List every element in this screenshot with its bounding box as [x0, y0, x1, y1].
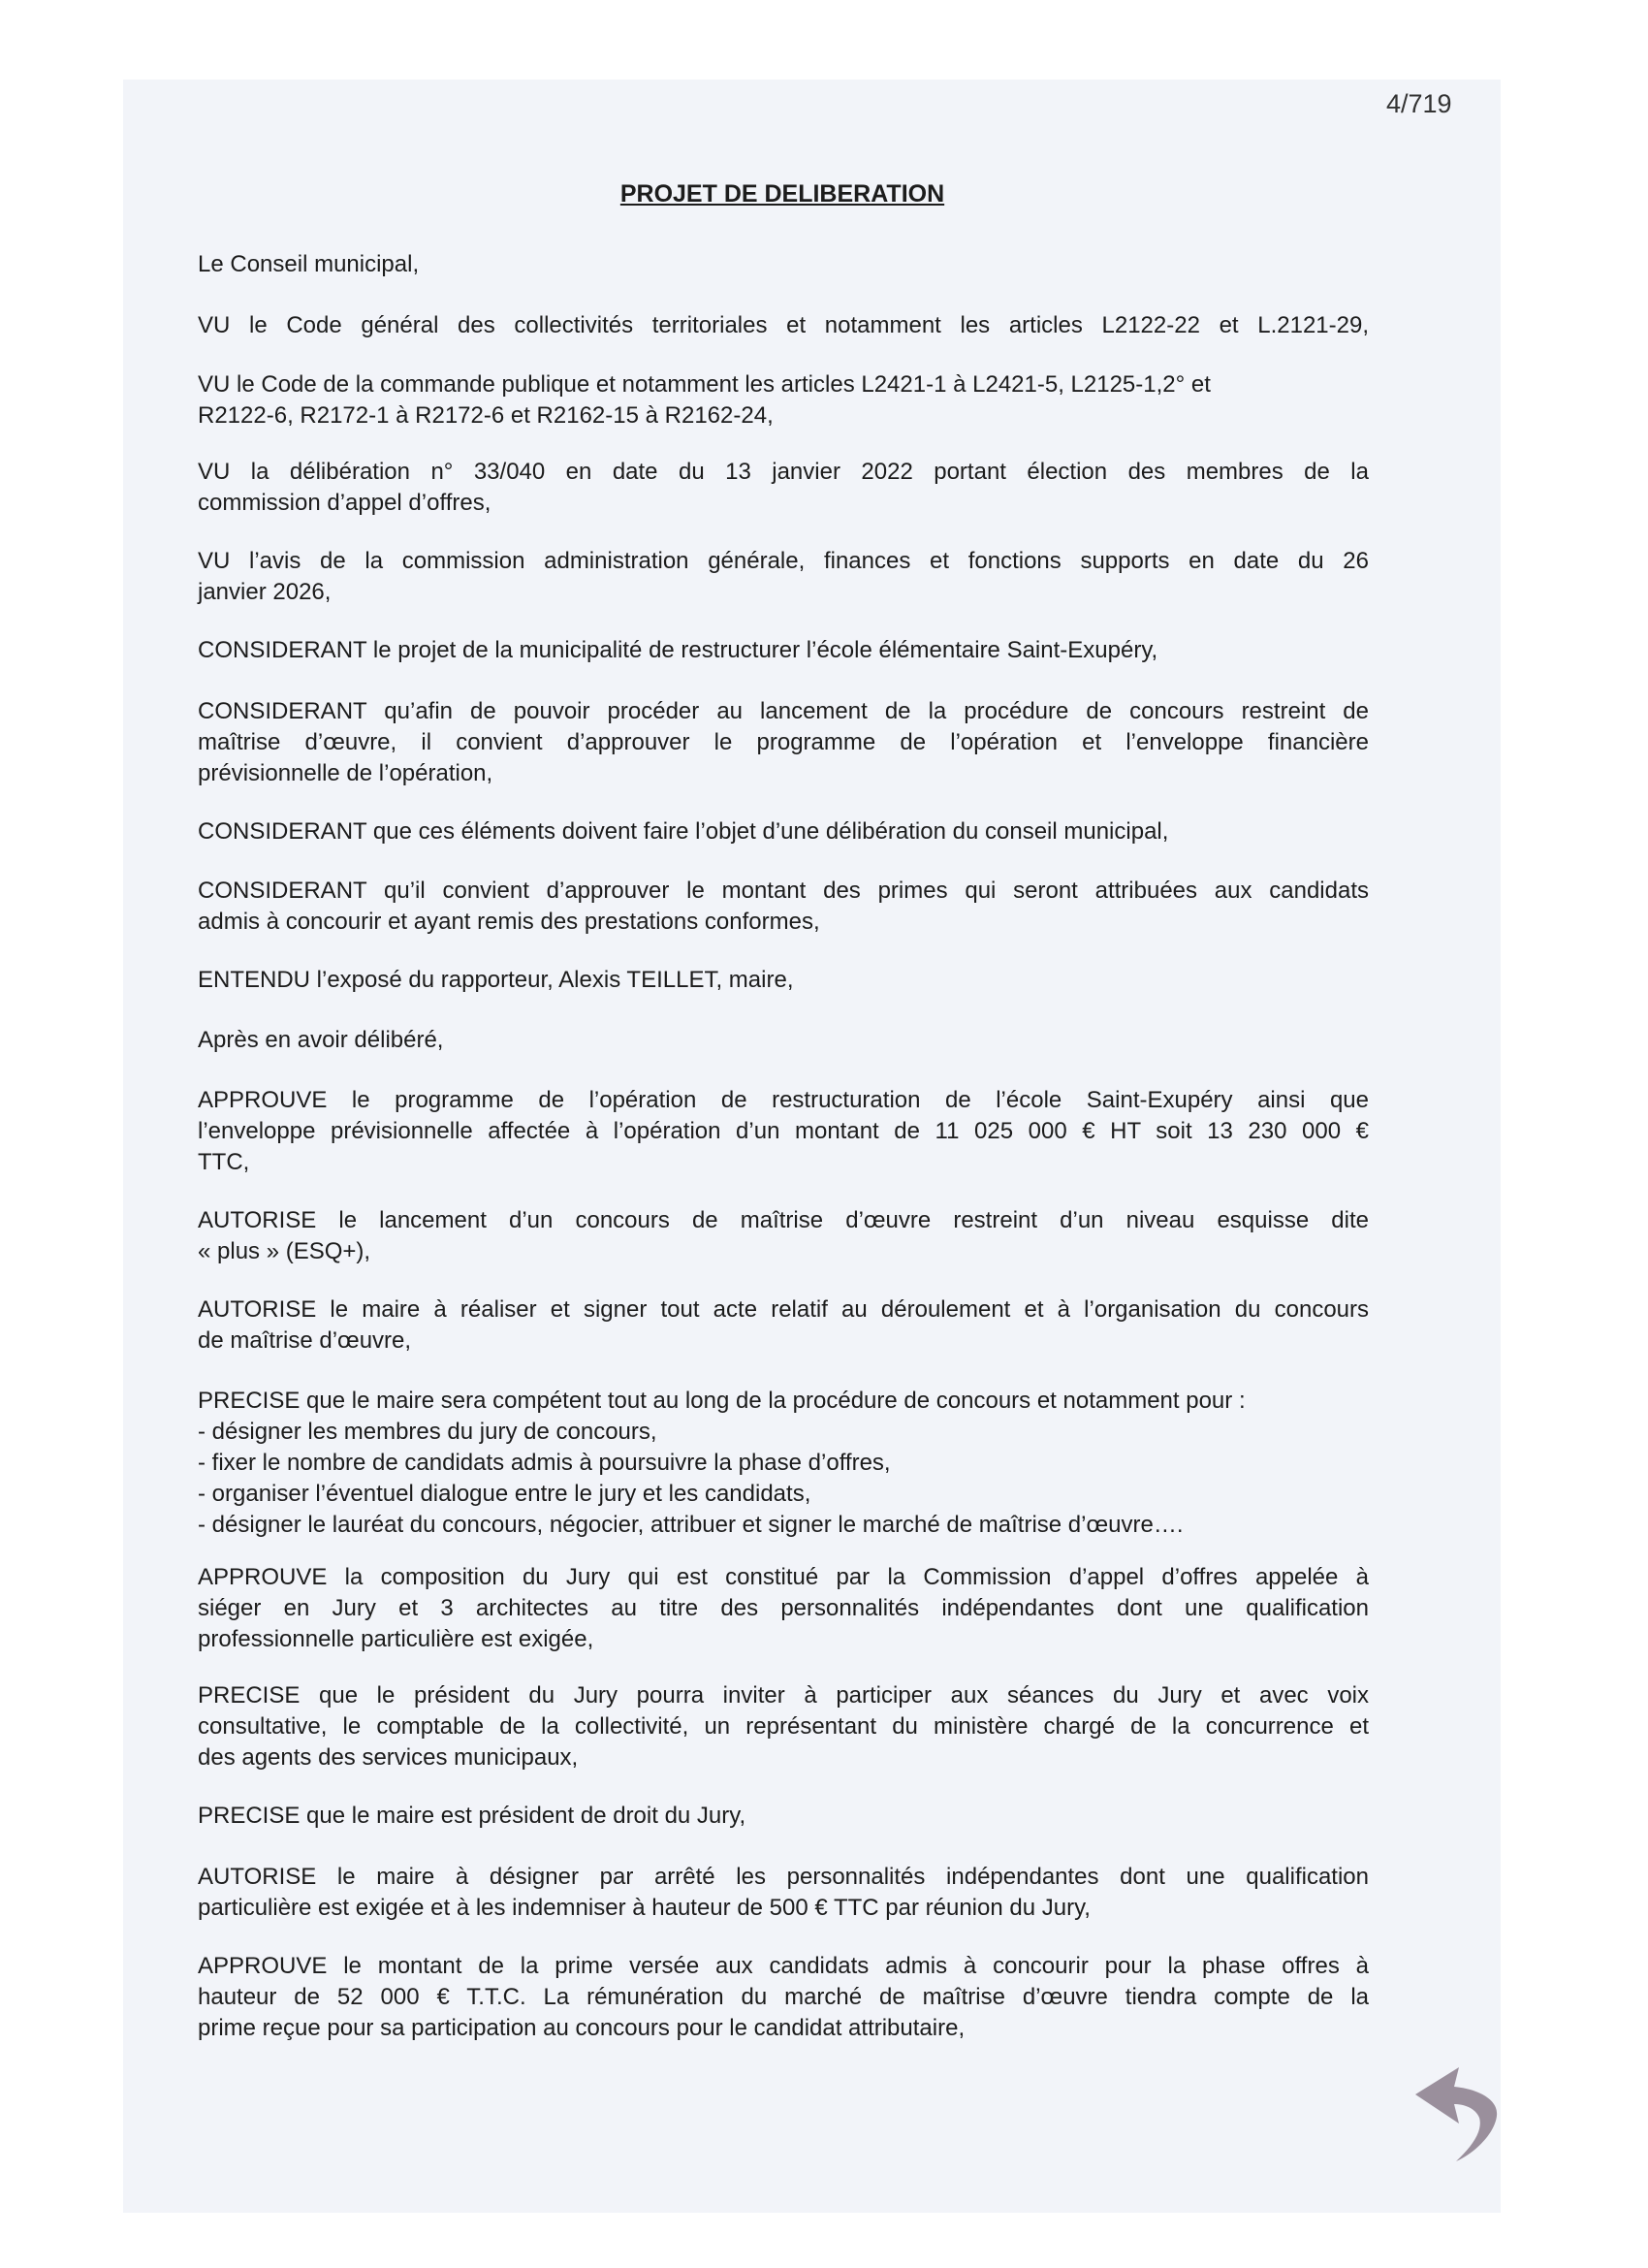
paragraph: [198, 1025, 1369, 1056]
text-line: APPROUVE le montant de la prime versée aux candidats admis à concourir pour la phase offres à: [198, 1953, 1369, 1979]
text-line: - organiser l’éventuel dialogue entre le jury et les candidats,: [198, 1481, 811, 1507]
paragraph: [198, 1562, 1369, 1655]
text-line: PRECISE que le président du Jury pourra inviter à participer aux séances du Jury et avec voix: [198, 1682, 1369, 1709]
text-line: des agents des services municipaux,: [198, 1744, 579, 1771]
paragraph: [198, 816, 1369, 847]
text-line: VU le Code général des collectivités territoriales et notamment les articles L2122-22 et L.2121-29,: [198, 312, 1369, 338]
paragraph: [198, 1205, 1369, 1267]
text-line: AUTORISE le lancement d’un concours de maîtrise d’œuvre restreint d’un niveau esquisse dite: [198, 1207, 1369, 1233]
text-line: particulière est exigée et à les indemniser à hauteur de 500 € TTC par réunion du Jury,: [198, 1895, 1091, 1921]
text-line: CONSIDERANT qu’il convient d’approuver le montant des primes qui seront attribuées aux candidats: [198, 878, 1369, 904]
text-line: Après en avoir délibéré,: [198, 1027, 444, 1053]
paragraph: [198, 457, 1369, 519]
text-line: R2122-6, R2172-1 à R2172-6 et R2162-15 à R2162-24,: [198, 402, 774, 429]
paragraph: [198, 965, 1369, 996]
text-line: AUTORISE le maire à désigner par arrêté les personnalités indépendantes dont une qualification: [198, 1864, 1369, 1890]
document-title: PROJET DE DELIBERATION: [619, 180, 945, 208]
text-line: ENTENDU l’exposé du rapporteur, Alexis TEILLET, maire,: [198, 967, 794, 993]
text-line: prévisionnelle de l’opération,: [198, 760, 493, 786]
text-line: - fixer le nombre de candidats admis à poursuivre la phase d’offres,: [198, 1450, 891, 1476]
paragraph: [198, 249, 1369, 280]
paragraph: [198, 1801, 1369, 1832]
text-line: - désigner les membres du jury de concours,: [198, 1419, 657, 1445]
text-line: TTC,: [198, 1149, 250, 1175]
paragraph: [198, 1951, 1369, 2044]
text-line: VU l’avis de la commission administration générale, finances et fonctions supports en date du 26: [198, 548, 1369, 574]
text-line: AUTORISE le maire à réaliser et signer tout acte relatif au déroulement et à l’organisation du concours: [198, 1296, 1369, 1323]
paragraph: [198, 696, 1369, 789]
text-line: maîtrise d’œuvre, il convient d’approuver le programme de l’opération et l’enveloppe financière: [198, 729, 1369, 755]
paragraph: [198, 635, 1369, 666]
text-line: siéger en Jury et 3 architectes au titre des personnalités indépendantes dont une qualification: [198, 1595, 1369, 1621]
text-line: CONSIDERANT que ces éléments doivent faire l’objet d’une délibération du conseil municipal,: [198, 818, 1169, 845]
curved-arrow-icon: [1415, 2065, 1505, 2162]
text-line: VU la délibération n° 33/040 en date du 13 janvier 2022 portant élection des membres de la: [198, 459, 1369, 485]
text-line: « plus » (ESQ+),: [198, 1238, 371, 1264]
text-line: hauteur de 52 000 € T.T.C. La rémunération du marché de maîtrise d’œuvre tiendra compte de la: [198, 1984, 1369, 2010]
text-line: consultative, le comptable de la collectivité, un représentant du ministère chargé de la concurrence et: [198, 1713, 1369, 1740]
paragraph: [198, 310, 1369, 341]
page-number: 4/719: [1386, 89, 1452, 118]
paragraph: [198, 1085, 1369, 1178]
paragraph: [198, 876, 1369, 938]
paragraph: [198, 1680, 1369, 1773]
text-line: VU le Code de la commande publique et notamment les articles L2421-1 à L2421-5, L2125-1,2° et: [198, 371, 1211, 398]
text-line: CONSIDERANT le projet de la municipalité de restructurer l’école élémentaire Saint-Exupéry,: [198, 637, 1158, 663]
text-line: commission d’appel d’offres,: [198, 490, 491, 516]
text-line: l’enveloppe prévisionnelle affectée à l’opération d’un montant de 11 025 000 € HT soit 13 230 000 €: [198, 1118, 1369, 1144]
text-line: - désigner le lauréat du concours, négocier, attribuer et signer le marché de maîtrise d’œuvre….: [198, 1512, 1184, 1538]
text-line: PRECISE que le maire sera compétent tout au long de la procédure de concours et notamment pour :: [198, 1388, 1246, 1414]
text-line: APPROUVE la composition du Jury qui est constitué par la Commission d’appel d’offres appelée à: [198, 1564, 1369, 1590]
text-line: PRECISE que le maire est président de droit du Jury,: [198, 1803, 746, 1829]
paragraph: [198, 369, 1369, 431]
text-line: admis à concourir et ayant remis des prestations conformes,: [198, 909, 820, 935]
text-line: prime reçue pour sa participation au concours pour le candidat attributaire,: [198, 2015, 966, 2041]
text-line: Le Conseil municipal,: [198, 251, 420, 277]
paragraph: [198, 546, 1369, 608]
text-line: professionnelle particulière est exigée,: [198, 1626, 594, 1652]
text-line: APPROUVE le programme de l’opération de restructuration de l’école Saint-Exupéry ainsi que: [198, 1087, 1369, 1113]
paragraph: [198, 1294, 1369, 1357]
paragraph: [198, 1862, 1369, 1924]
text-line: janvier 2026,: [198, 579, 332, 605]
paragraph: [198, 1386, 1369, 1541]
text-line: CONSIDERANT qu’afin de pouvoir procéder au lancement de la procédure de concours restreint de: [198, 698, 1369, 724]
text-line: de maîtrise d’œuvre,: [198, 1327, 412, 1354]
